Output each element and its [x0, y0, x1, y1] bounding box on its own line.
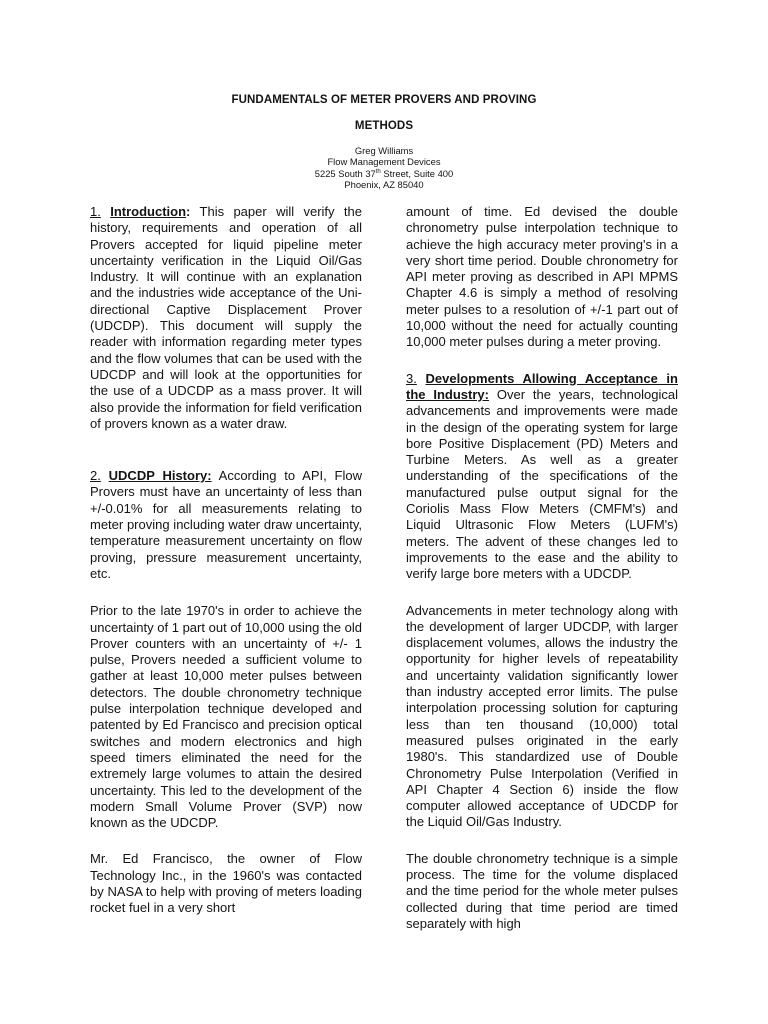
address-suite: Street, Suite 400 — [380, 167, 454, 179]
section-introduction — [90, 204, 362, 432]
paragraph-double-chronometry: The double chronometry technique is a simple process. The time for the volume displaced and the time period for the whole meter pulses collected during that time period are timed separately with high — [406, 850, 678, 931]
left-column — [90, 204, 362, 917]
author-address — [0, 168, 768, 179]
section-heading-introduction: Introduction — [110, 204, 187, 219]
paragraph-prior-1970s: Prior to the late 1970's in order to achieve the uncertainty of 1 part out of 10,000 using the old Prover counters with an uncertainty of +/- 1 pulse, Provers needed a sufficient volume to gather at least 10,000 meter pulses between detectors. The double chronometry technique pulse interpolation technique developed and patented by Ed Francisco and precision optical switches and modern electronics and high speed timers eliminated the need for the extremely large volumes to attain the desired uncertainty. This led to the development of the modern Small Volume Prover (SVP) now known as the UDCDP. — [90, 603, 362, 831]
introduction-text: This paper will verify the history, requirements and operation of all Provers accepted for liquid pipeline meter uncertainty verification in the Liquid Oil/Gas Industry. It will continue with an explanation and the industries wide acceptance of the Uni-directional Captive Displacement Prover (UDCDP). This document will supply the reader with information regarding meter types and the flow volumes that can be used with the UDCDP and will look at the opportunities for the use of a UDCDP as a mass prover. It will also provide the information for field verification of provers known as a water draw. — [90, 204, 362, 431]
section-developments — [406, 371, 678, 583]
paragraph-ed-francisco: Mr. Ed Francisco, the owner of Flow Technology Inc., in the 1960's was contacted by NASA to help with proving of meters loading rocket fuel in a very short — [90, 851, 362, 916]
developments-text: Over the years, technological advancements and improvements were made in the design of the operating system for large bore Positive Displacement (PD) Meters and Turbine Meters. As well as a greater understanding of the specifications of the manufactured pulse output signal for the Coriolis Mass Flow Meters (CMFM's) and Liquid Ultrasonic Flow Meters (LUFM's) meters. The advent of these changes led to improvements to the ease and the ability to verify large bore meters with a UDCDP. — [406, 386, 678, 582]
paragraph-advancements: Advancements in meter technology along with the development of larger UDCDP, with larger displacement volumes, allows the industry the opportunity for higher levels of repeatability and uncertainty validation significantly lower than industry accepted error limits. The pulse interpolation processing solution for capturing less than ten thousand (10,000) total measured pulses originated in the early 1980's. This standardized use of Double Chronometry Pulse Interpolation (Verified in API Chapter 4 Section 6) inside the flow computer allowed acceptance of UDCDP for the Liquid Oil/Gas Industry. — [406, 602, 678, 830]
address-street: 5225 South 37 — [314, 167, 376, 179]
section-number: 2. — [90, 468, 101, 484]
section-number: 1. — [90, 204, 101, 219]
section-heading-developments: Developments Allowing Acceptance in the Industry: — [406, 370, 678, 402]
section-udcdp-history — [90, 468, 362, 582]
paper-title-line-1: FUNDAMENTALS OF METER PROVERS AND PROVING — [231, 94, 537, 106]
author-city: Phoenix, AZ 85040 — [344, 179, 424, 191]
udcdp-history-text: According to API, Flow Provers must have an uncertainty of less than +/-0.01% for all measurements relating to meter proving including water draw uncertainty, temperature measurement uncertainty on flow proving, pressure measurement uncertainty, etc. — [90, 468, 362, 581]
right-column — [406, 204, 678, 932]
author-block — [0, 145, 768, 191]
heading-colon: : — [186, 204, 191, 219]
paper-title-line-2: METHODS — [354, 120, 414, 132]
section-heading-udcdp-history: UDCDP History: — [108, 468, 212, 484]
section-number: 3. — [406, 370, 417, 386]
author-name: Greg Williams — [354, 145, 414, 156]
author-organization: Flow Management Devices — [327, 156, 441, 168]
paragraph-continued: amount of time. Ed devised the double chronometry pulse interpolation technique to achieve the high accuracy meter proving's in a very short time period. Double chronometry for API meter proving as described in API MPMS Chapter 4.6 is simply a method of resolving meter pulses to a resolution of +/-1 part out of 10,000 without the need for actually counting 10,000 meter pulses during a meter proving. — [406, 204, 678, 350]
address-ordinal: th — [375, 168, 381, 175]
